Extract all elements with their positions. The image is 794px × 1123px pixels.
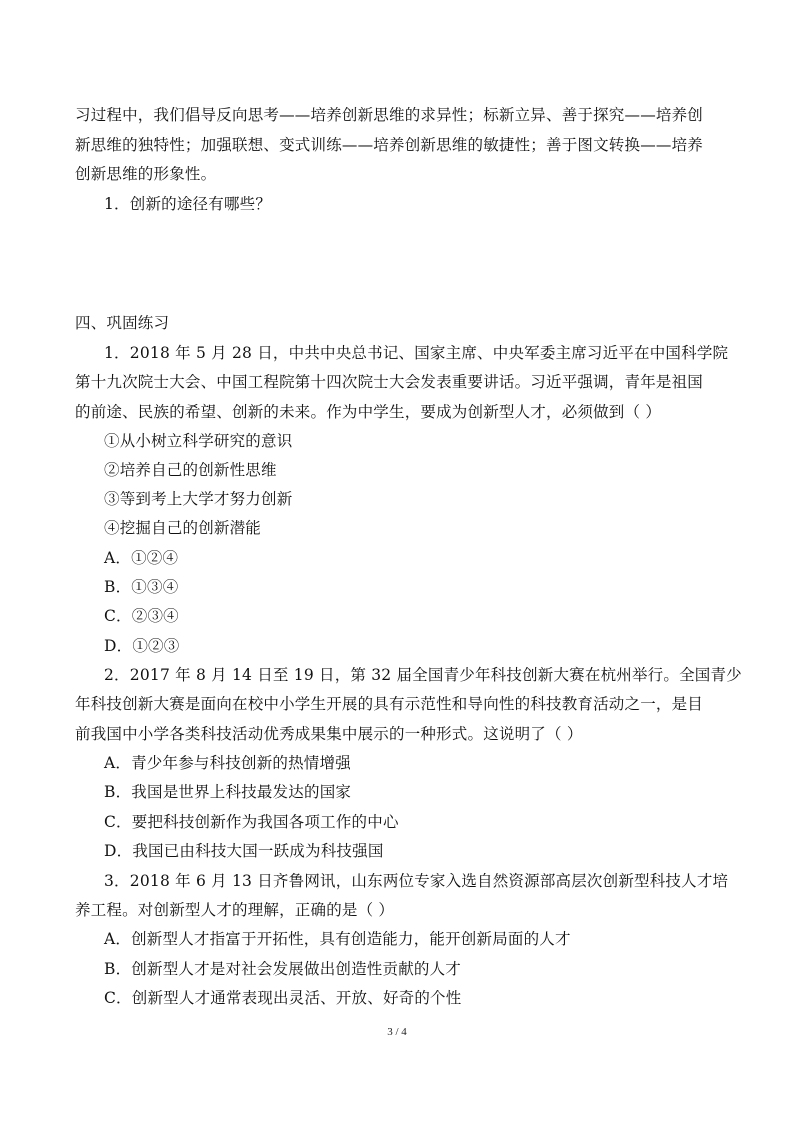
intro-line-2: 新思维的独特性；加强联想、变式训练——培养创新思维的敏捷性；善于图文转换——培养 [75, 136, 704, 154]
q2-option-c: C．要把科技创新作为我国各项工作的中心 [104, 813, 399, 831]
intro-line-1: 习过程中，我们倡导反向思考——培养创新思维的求异性；标新立异、善于探究——培养创 [75, 106, 704, 124]
q2-option-b: B．我国是世界上科技最发达的国家 [104, 783, 352, 801]
q1-option-a: A．①②④ [104, 549, 179, 567]
intro-line-3: 创新思维的形象性。 [75, 165, 217, 183]
q1-statement-2: ②培养自己的创新性思维 [104, 461, 277, 479]
q1-statement-1: ①从小树立科学研究的意识 [104, 432, 293, 450]
q2-option-a: A．青少年参与科技创新的热情增强 [104, 754, 351, 772]
q1-statement-3: ③等到考上大学才努力创新 [104, 490, 293, 508]
q1-stem-line-3: 的前途、民族的希望、创新的未来。作为中学生，要成为创新型人才，必须做到（ ） [75, 403, 662, 421]
q3-option-c: C．创新型人才通常表现出灵活、开放、好奇的个性 [104, 989, 462, 1007]
q1-statement-4: ④挖掘自己的创新潜能 [104, 519, 262, 537]
q3-stem-line-2: 养工程。对创新型人才的理解，正确的是（ ） [75, 901, 395, 919]
q1-stem-line-2: 第十九次院士大会、中国工程院第十四次院士大会发表重要讲话。习近平强调，青年是祖国 [75, 373, 704, 391]
q1-option-d: D．①②③ [104, 637, 180, 655]
q3-option-b: B．创新型人才是对社会发展做出创造性贡献的人才 [104, 960, 461, 978]
q2-option-d: D．我国已由科技大国一跃成为科技强国 [104, 842, 384, 860]
q3-stem-line-1: 3．2018 年 6 月 13 日齐鲁网讯，山东两位专家入选自然资源部高层次创新型科技人才培 [104, 872, 729, 890]
page-number: 3 / 4 [387, 1026, 407, 1038]
q2-stem-line-1: 2．2017 年 8 月 14 日至 19 日，第 32 届全国青少年科技创新大赛在杭州举行。全国青少 [104, 666, 742, 684]
q1-option-c: C．②③④ [104, 607, 179, 625]
intro-question: 1．创新的途径有哪些？ [104, 195, 272, 213]
q1-stem-line-1: 1．2018 年 5 月 28 日，中共中央总书记、国家主席、中央军委主席习近平在中国科学院 [104, 344, 729, 362]
q3-option-a: A．创新型人才指富于开拓性，具有创造能力，能开创新局面的人才 [104, 930, 571, 948]
q2-stem-line-2: 年科技创新大赛是面向在校中小学生开展的具有示范性和导向性的科技教育活动之一，是目 [75, 695, 704, 713]
section-heading: 四、巩固练习 [75, 314, 170, 332]
q1-option-b: B．①③④ [104, 578, 179, 596]
q2-stem-line-3: 前我国中小学各类科技活动优秀成果集中展示的一种形式。这说明了（ ） [75, 725, 583, 743]
